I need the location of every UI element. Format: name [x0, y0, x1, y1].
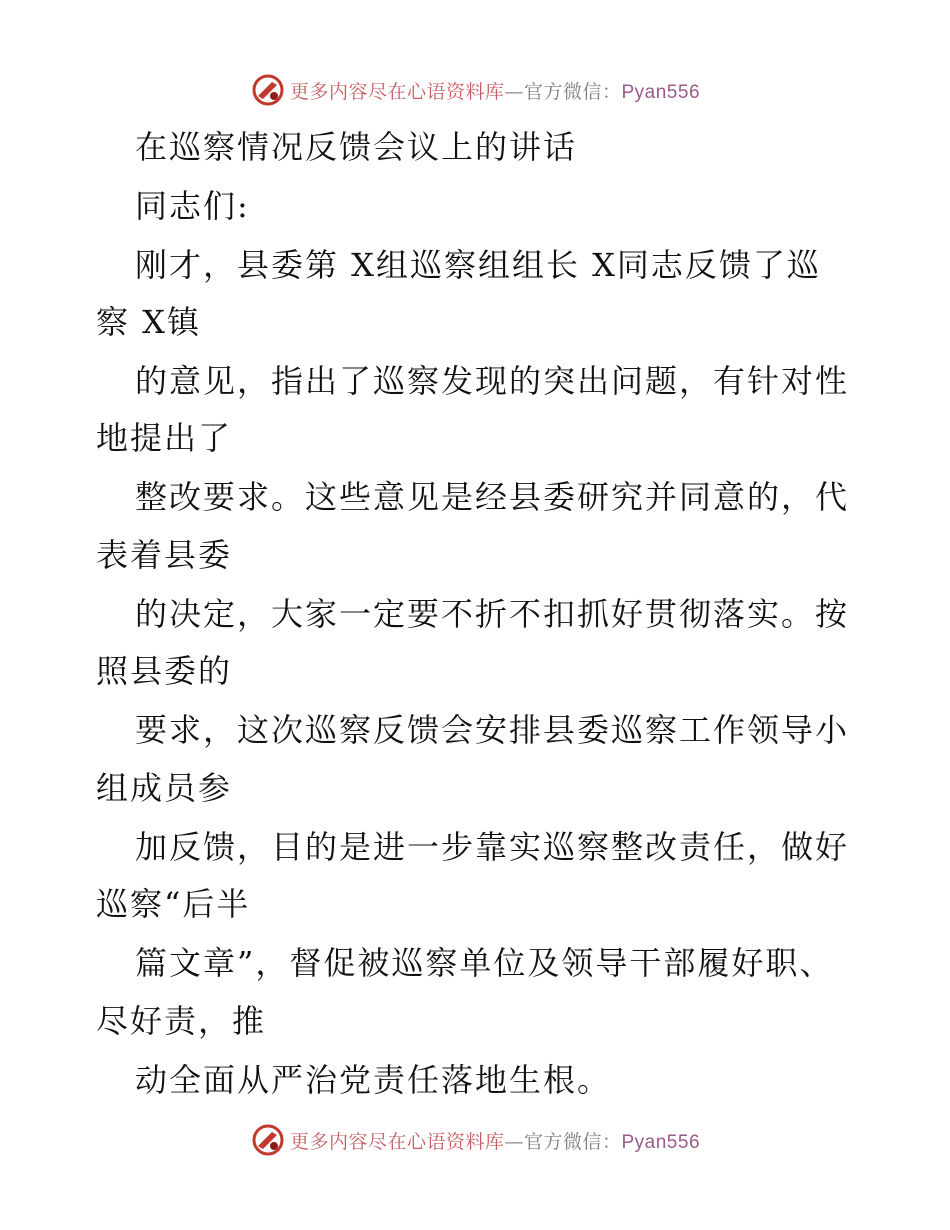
- brand-logo-icon: [250, 1122, 286, 1158]
- text-line: 组成员参: [96, 769, 233, 807]
- document-title: 在巡察情况反馈会议上的讲话: [135, 128, 578, 166]
- text-line: 动全面从严治党责任落地生根。: [135, 1061, 612, 1099]
- watermark-brand: 更多内容尽在心语资料库: [289, 1130, 505, 1153]
- brand-logo-icon: [250, 72, 286, 108]
- watermark-account: Pyan556: [621, 1131, 701, 1153]
- salutation: 同志们:: [135, 187, 250, 225]
- watermark-separator: —: [504, 1130, 524, 1153]
- watermark-brand: 更多内容尽在心语资料库: [289, 80, 505, 103]
- watermark-banner-bottom: [0, 1120, 950, 1160]
- text-line: 照县委的: [96, 652, 233, 690]
- watermark-separator: —: [504, 80, 524, 103]
- text-line: 整改要求。这些意见是经县委研究并同意的，代: [135, 478, 850, 516]
- text-line: 地提出了: [96, 419, 233, 457]
- watermark-wechat-label: 官方微信：: [523, 80, 622, 103]
- text-line: 的意见，指出了巡察发现的突出问题，有针对性: [135, 362, 850, 400]
- text-line: 篇文章”，督促被巡察单位及领导干部履好职、: [135, 944, 834, 982]
- text-line: 尽好责，推: [96, 1002, 267, 1040]
- text-line: 巡察“后半: [96, 885, 251, 923]
- watermark-banner-top: [0, 70, 950, 110]
- text-line: 的决定，大家一定要不折不扣抓好贯彻落实。按: [135, 595, 850, 633]
- watermark-account: Pyan556: [621, 81, 701, 103]
- watermark-text: [290, 1127, 700, 1154]
- watermark-text: [290, 77, 700, 104]
- text-line: 要求，这次巡察反馈会安排县委巡察工作领导小: [135, 711, 850, 749]
- text-line: 加反馈，目的是进一步靠实巡察整改责任，做好: [135, 828, 850, 866]
- text-line: 察 X镇: [96, 303, 201, 341]
- watermark-wechat-label: 官方微信：: [523, 1130, 622, 1153]
- text-line: 表着县委: [96, 536, 233, 574]
- text-line: 刚才，县委第 X组巡察组组长 X同志反馈了巡: [135, 246, 821, 284]
